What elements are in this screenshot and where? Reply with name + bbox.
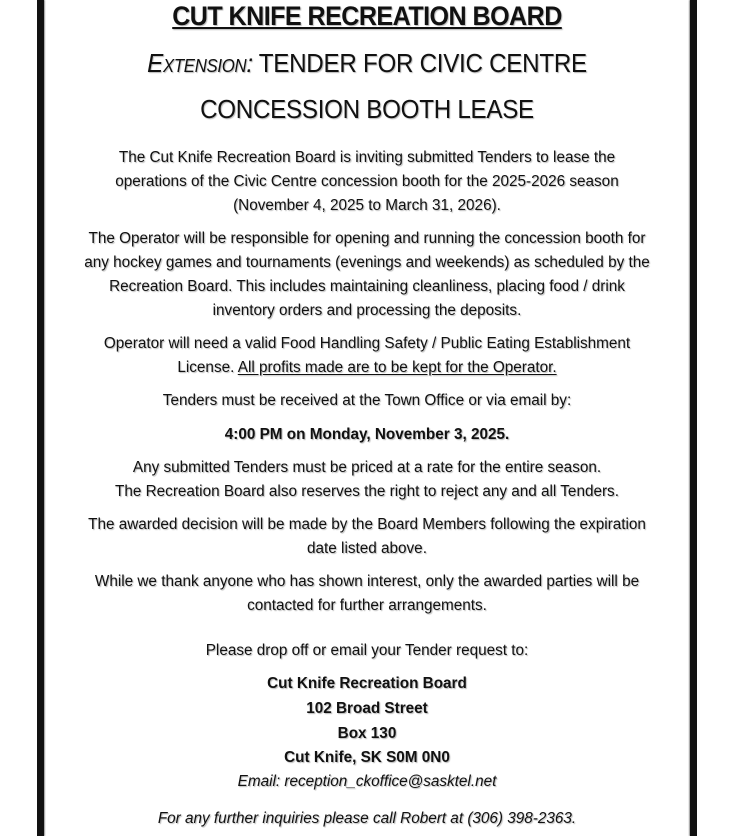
responsibilities-paragraph: The Operator will be responsible for opening and running the concession booth for any hockey games and tournaments (evenings and weekends) as scheduled by the Recreation Board. This includes maintaining cleanliness, placing food / drink inventory orders and processing the deposits. [84, 230, 650, 319]
intro-paragraph: The Cut Knife Recreation Board is inviting submitted Tenders to lease the operations of the Civic Centre concession booth for the 2025-2026 season (November 4, 2025 to March 31, 2026). [115, 149, 619, 214]
thanks-paragraph: While we thank anyone who has shown interest, only the awarded parties will be contacted for further arrangements. [94, 573, 640, 614]
page-border-right [690, 0, 697, 836]
drop-off-instructions: Please drop off or email your Tender request to: [205, 642, 529, 659]
pricing-paragraph [84, 456, 650, 504]
inquiries-footer: For any further inquiries please call Robert at (306) 398-2363. [157, 810, 577, 827]
address-city: Cut Knife, SK S0M 0N0 [284, 749, 450, 766]
pricing-line-2: The Recreation Board also reserves the right to reject any and all Tenders. [115, 483, 619, 500]
page-border-left [37, 0, 44, 836]
profits-note: All profits made are to be kept for the Operator. [237, 359, 557, 376]
subtitle-text: TENDER FOR CIVIC CENTRE [252, 48, 587, 78]
address-box: Box 130 [337, 725, 397, 742]
address-street: 102 Broad Street [306, 700, 428, 717]
license-text: Operator will need a valid Food Handling Safety / Public Eating Establishment License. [103, 335, 631, 376]
document-subtitle-line2: CONCESSION BOOTH LEASE [200, 94, 534, 124]
notice-page [44, 0, 690, 836]
decision-paragraph: The awarded decision will be made by the Board Members following the expiration date listed above. [88, 516, 646, 557]
deadline-date: 4:00 PM on Monday, November 3, 2025. [224, 426, 510, 443]
contact-email[interactable]: Email: reception_ckoffice@sasktel.net [237, 773, 497, 790]
extension-label: Extension: [147, 48, 253, 78]
document-title: CUT KNIFE RECREATION BOARD [172, 1, 562, 31]
address-name: Cut Knife Recreation Board [267, 675, 467, 692]
pricing-line-1: Any submitted Tenders must be priced at a rate for the entire season. [132, 459, 602, 476]
deadline-intro: Tenders must be received at the Town Office or via email by: [162, 392, 572, 409]
license-paragraph [84, 332, 650, 380]
document-subtitle-line1 [67, 47, 668, 79]
